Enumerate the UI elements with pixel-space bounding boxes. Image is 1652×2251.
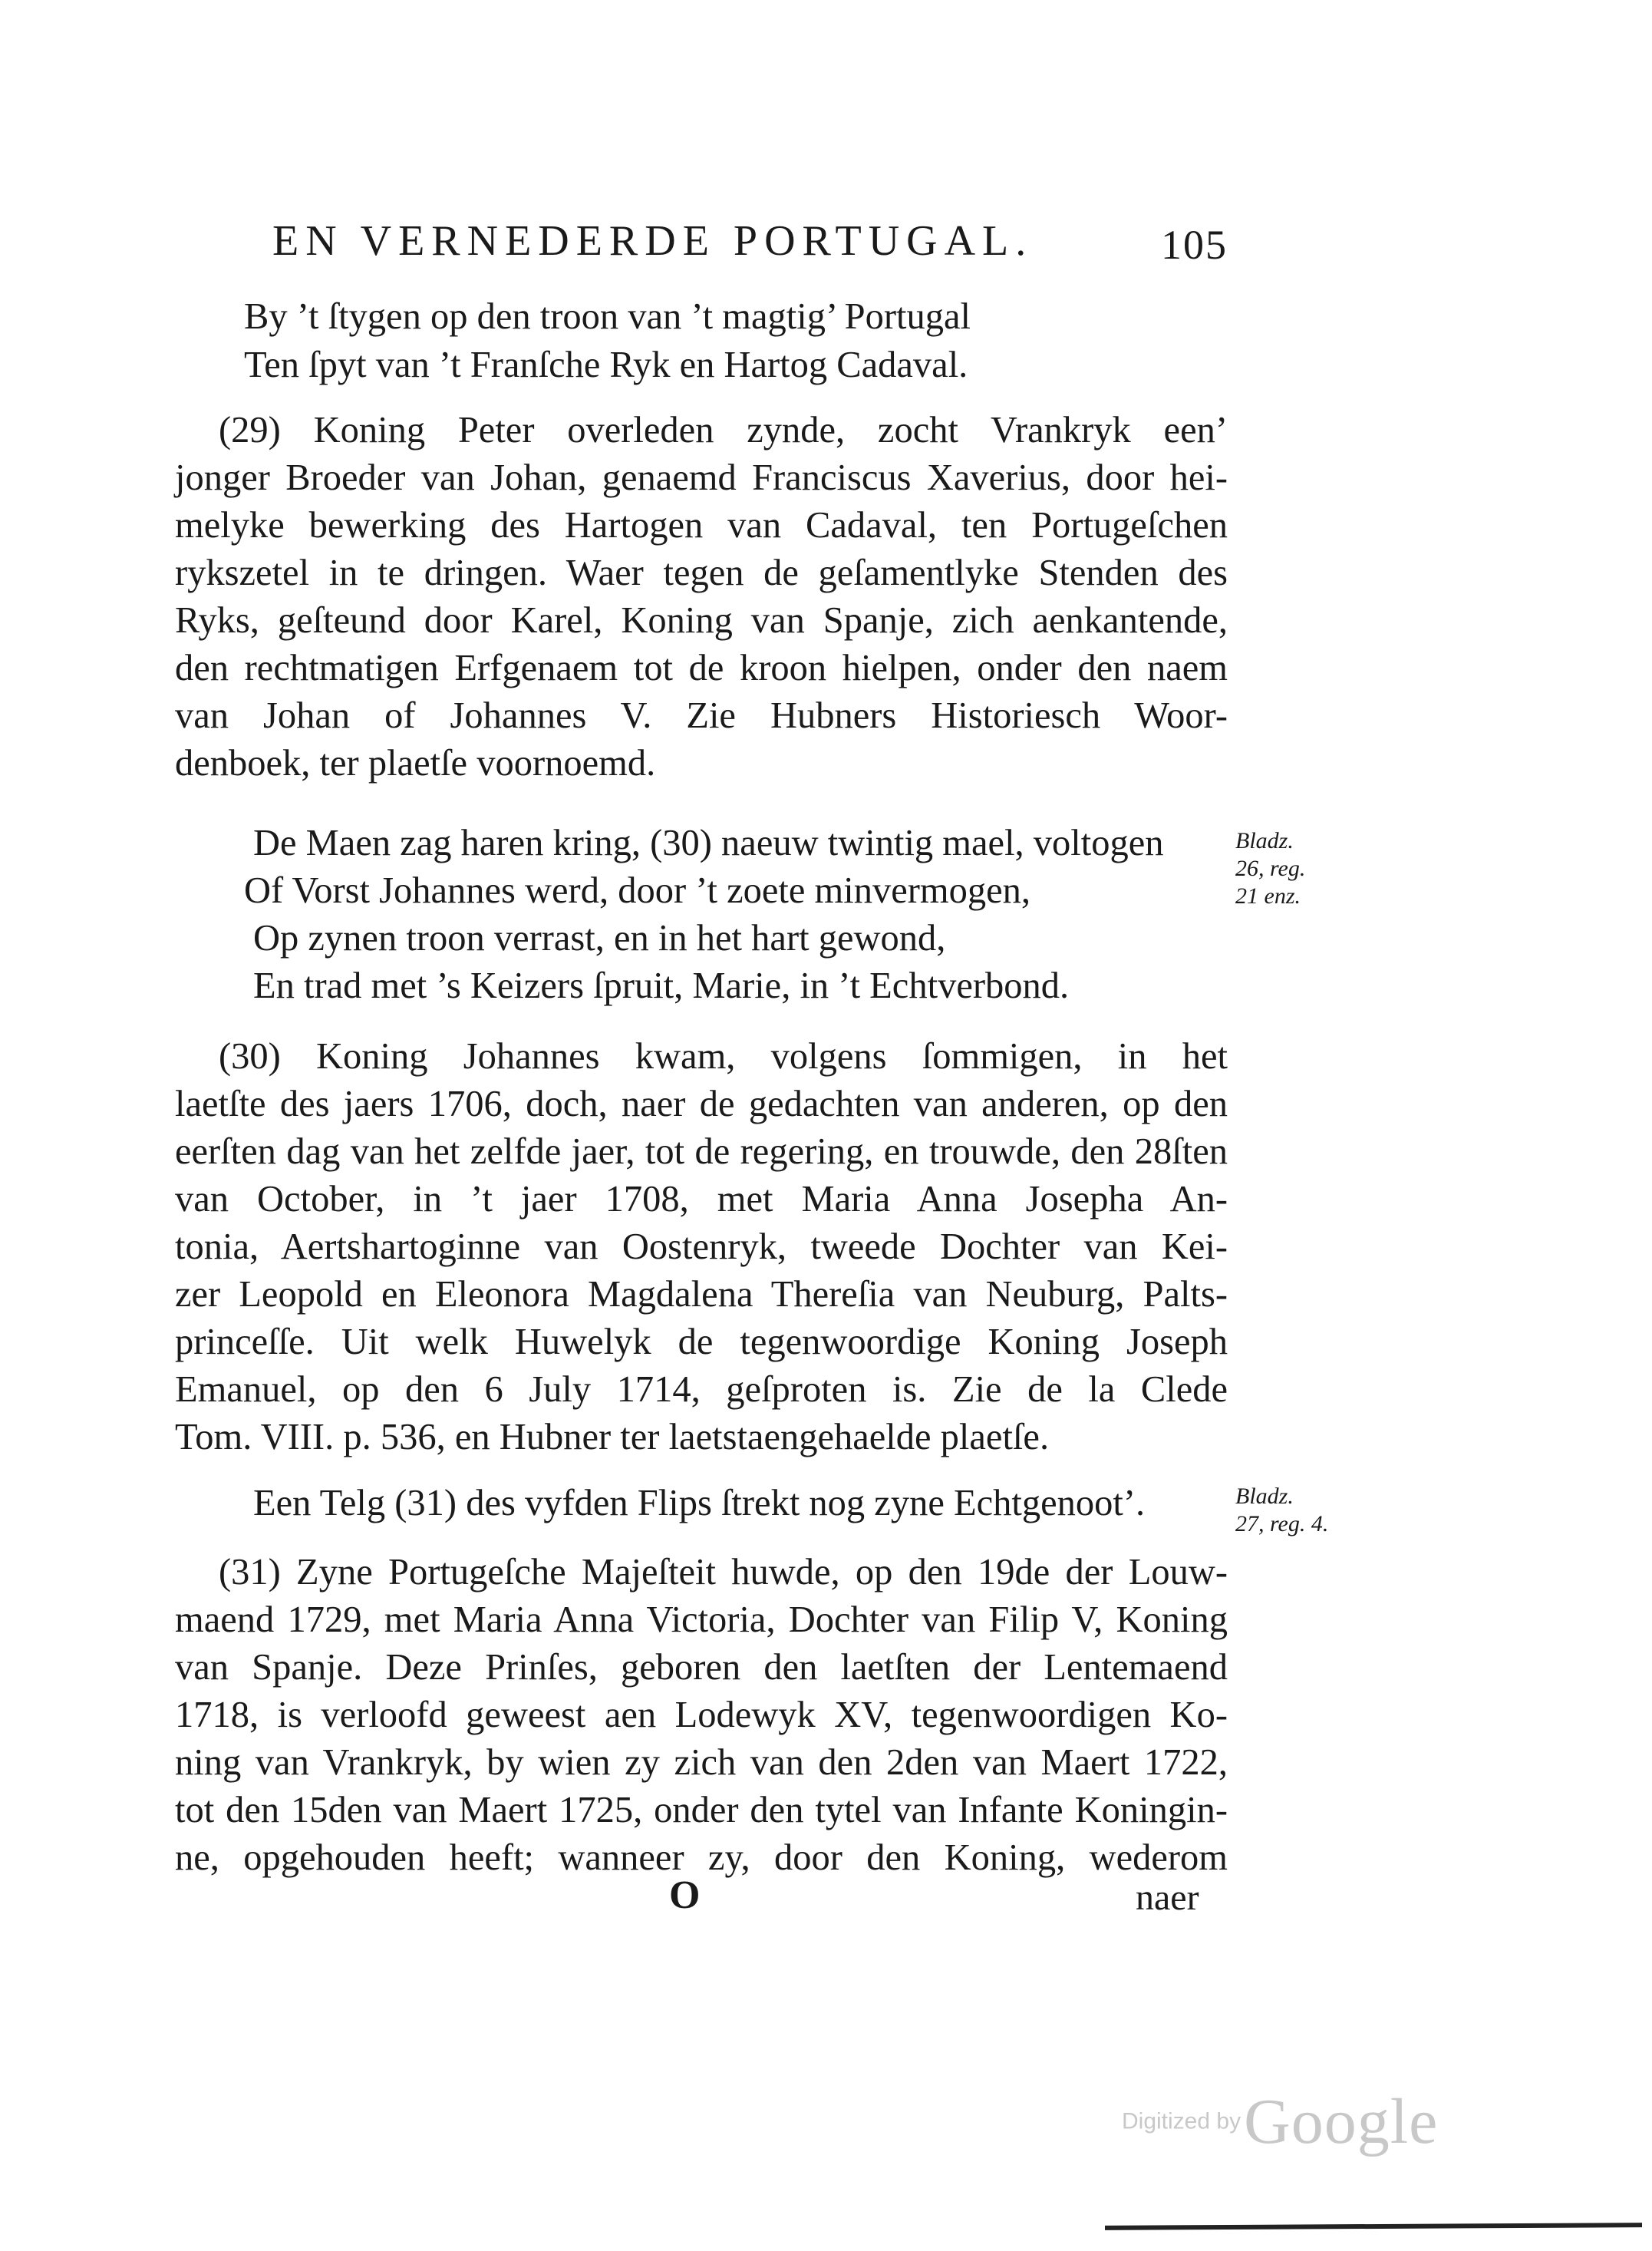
verse-line: Of Vorst Johannes werd, door ’t zoete minvermogen, bbox=[244, 870, 1031, 911]
note-line: jonger Broeder van Johan, genaemd Franciscus Xaverius, door hei- bbox=[175, 457, 1228, 498]
margin-note-line: 27, reg. 4. bbox=[1235, 1511, 1329, 1536]
margin-note-bladz-26 bbox=[1235, 827, 1305, 910]
digitized-by-google-watermark bbox=[1122, 2084, 1438, 2159]
google-logo: Google bbox=[1244, 2086, 1439, 2157]
margin-note-line: 26, reg. bbox=[1235, 856, 1306, 881]
verse-line: Op zynen troon verrast, en in het hart gewond, bbox=[253, 918, 946, 959]
verse-line: De Maen zag haren kring, (30) naeuw twintig mael, voltogen bbox=[253, 823, 1164, 863]
note-line: (30) Koning Johannes kwam, volgens ſommigen, in het bbox=[219, 1036, 1228, 1077]
note-line: tonia, Aertshartoginne van Oostenryk, tweede Dochter van Kei- bbox=[175, 1226, 1228, 1267]
scan-edge-line bbox=[1105, 2223, 1642, 2230]
note-line: Emanuel, op den 6 July 1714, geſproten is. Zie de la Clede bbox=[175, 1369, 1228, 1410]
note-line: Ryks, geſteund door Karel, Koning van Spanje, zich aenkantende, bbox=[175, 600, 1228, 641]
note-line: princeſſe. Uit welk Huwelyk de tegenwoordige Koning Joseph bbox=[175, 1322, 1228, 1362]
note-line: zer Leopold en Eleonora Magdalena Thereſia van Neuburg, Palts- bbox=[175, 1274, 1228, 1315]
running-head: EN VERNEDERDE PORTUGAL. bbox=[272, 217, 1034, 265]
note-line: ne, opgehouden heeft; wanneer zy, door den Koning, wederom bbox=[175, 1837, 1228, 1878]
note-line: (29) Koning Peter overleden zynde, zocht Vrankryk een’ bbox=[219, 410, 1228, 451]
verse-line: Een Telg (31) des vyfden Flips ſtrekt nog zyne Echtgenoot’. bbox=[253, 1483, 1146, 1523]
note-line: eerſten dag van het zelfde jaer, tot de regering, en trouwde, den 28ſten bbox=[175, 1131, 1228, 1172]
signature-mark: O bbox=[669, 1873, 701, 1917]
note-line: (31) Zyne Portugeſche Majeſteit huwde, op den 19de der Louw- bbox=[219, 1552, 1228, 1593]
catchword: naer bbox=[1136, 1877, 1199, 1918]
note-line: van October, in ’t jaer 1708, met Maria Anna Josepha An- bbox=[175, 1179, 1228, 1220]
note-line: rykszetel in te dringen. Waer tegen de geſamentlyke Stenden des bbox=[175, 553, 1228, 593]
verse-line: Ten ſpyt van ’t Franſche Ryk en Hartog Cadaval. bbox=[244, 345, 968, 385]
note-line: denboek, ter plaetſe voornoemd. bbox=[175, 743, 656, 784]
margin-note-line: Bladz. bbox=[1235, 828, 1294, 853]
note-line: 1718, is verloofd geweest aen Lodewyk XV, tegenwoordigen Ko- bbox=[175, 1695, 1228, 1735]
margin-note-line: 21 enz. bbox=[1235, 883, 1301, 909]
note-line: melyke bewerking des Hartogen van Cadaval, ten Portugeſchen bbox=[175, 505, 1228, 546]
verse-line: By ’t ſtygen op den troon van ’t magtig’ Portugal bbox=[244, 296, 971, 337]
verse-line: En trad met ’s Keizers ſpruit, Marie, in ’t Echtverbond. bbox=[253, 965, 1070, 1006]
margin-note-bladz-27 bbox=[1235, 1483, 1328, 1538]
page-header bbox=[272, 216, 1228, 270]
note-line: den rechtmatigen Erfgenaem tot de kroon hielpen, onder den naem bbox=[175, 648, 1228, 688]
margin-note-line: Bladz. bbox=[1235, 1484, 1294, 1509]
note-line: van Johan of Johannes V. Zie Hubners Historiesch Woor- bbox=[175, 695, 1228, 736]
note-line: laetſte des jaers 1706, doch, naer de gedachten van anderen, op den bbox=[175, 1084, 1228, 1124]
note-line: van Spanje. Deze Prinſes, geboren den laetſten der Lentemaend bbox=[175, 1647, 1228, 1688]
watermark-prefix: Digitized by bbox=[1122, 2108, 1241, 2134]
note-line: Tom. VIII. p. 536, en Hubner ter laetstaengehaelde plaetſe. bbox=[175, 1417, 1050, 1457]
note-line: ning van Vrankryk, by wien zy zich van den 2den van Maert 1722, bbox=[175, 1742, 1228, 1783]
note-line: maend 1729, met Maria Anna Victoria, Dochter van Filip V, Koning bbox=[175, 1599, 1228, 1640]
page-number: 105 bbox=[1161, 222, 1228, 268]
note-line: tot den 15den van Maert 1725, onder den tytel van Infante Koningin- bbox=[175, 1790, 1228, 1830]
